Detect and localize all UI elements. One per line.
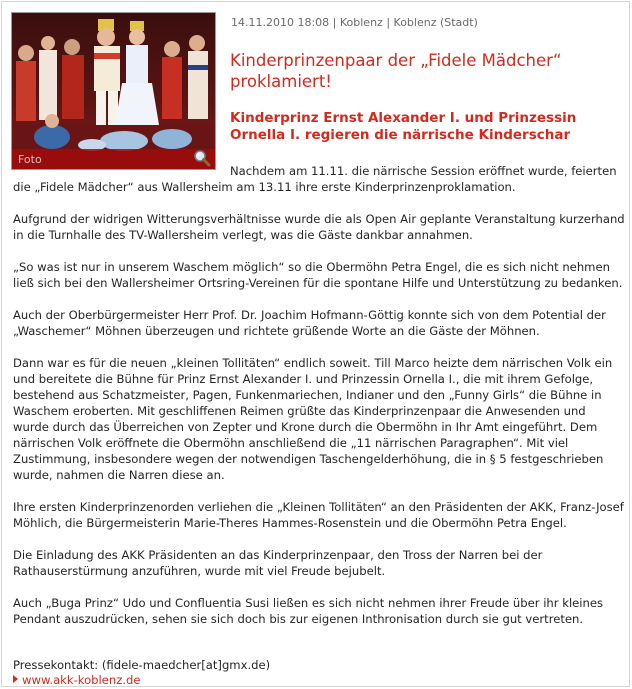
article-paragraph: Ihre ersten Kinderprinzenorden verliehen die „Kleinen Tollitäten“ an den Präsidenten der AKK, Franz-Josef Möhlich, die Bürgermeisterin Marie-Theres Hammes-Rosenstein und die Obermöhn Petra Engel. bbox=[13, 500, 624, 530]
article-body bbox=[13, 163, 625, 643]
article-container bbox=[1, 1, 630, 687]
arrow-right-icon bbox=[13, 675, 18, 683]
article-headline: Kinderprinzenpaar der „Fidele Mädcher“ proklamiert! bbox=[230, 51, 562, 91]
article-paragraph: „So was ist nur in unserem Waschem möglich“ so die Obermöhn Petra Engel, die es sich nicht nehmen ließ sich bei den Wallersheimer Ortsring-Vereinen für die spontane Hilfe und Unterstützung zu bedanken. bbox=[13, 260, 623, 290]
article-paragraph: Dann war es für die neuen „kleinen Tollitäten“ endlich soweit. Till Marco heizte dem närrischen Volk ein und bereitete die Bühne für Prinz Ernst Alexander I. und Prinzessin Ornella I., die mit ihrem Gefolge, bestehend aus Schatzmeister, Pagen, Funkenmariechen, Indianer und den „Funny Girls“ die Bühne in Waschem eroberten. Mit geschliffenen Reimen grüßte das Kinderprinzenpaar die Anwesenden und wurde durch das Überreichen von Zepter und Krone durch die Obermöhn in Ihr Amt eingeführt. Dem närrischen Volk eröffnete die Obermöhn anschließend die „11 närrischen Paragraphen“. Mit viel Zustimmung, insbesondere wegen der notwendigen Taschengelderhöhung, die in § 5 festgeschrieben wurde, nahmen die Narren diese an. bbox=[13, 356, 613, 482]
photo-caption: Foto bbox=[18, 153, 42, 166]
article-subheadline: Kinderprinz Ernst Alexander I. und Prinzessin Ornella I. regieren die närrische Kinderschar bbox=[230, 110, 577, 143]
article-paragraph: Die Einladung des AKK Präsidenten an das Kinderprinzenpaar, den Tross der Narren bei der Rathauserstürmung anzuführen, wurde mit viel Freude bejubelt. bbox=[13, 548, 543, 578]
website-link[interactable]: www.akk-koblenz.de bbox=[22, 673, 141, 687]
article-paragraph: Auch „Buga Prinz“ Udo und Confluentia Susi ließen es sich nicht nehmen ihrer Freude über ihr kleines Pendant auszudrücken, sehen sie sich doch bis zur eigenen Inthronisation durch sie gut vertreten. bbox=[13, 596, 604, 626]
photo-image bbox=[12, 13, 216, 170]
article-paragraph: Nachdem am 11.11. die närrische Session eröffnet wurde, feierten die „Fidele Mädcher“ aus Wallersheim am 13.11 ihre erste Kinderprinzenproklamation. bbox=[13, 164, 617, 194]
article-paragraph: Aufgrund der widrigen Witterungsverhältnisse wurde die als Open Air geplante Veranstaltung kurzerhand in die Turnhalle des TV-Wallersheim verlegt, was die Gäste dankbar annahmen. bbox=[13, 212, 625, 242]
press-contact: Pressekontakt: (fidele-maedcher[at]gmx.de) bbox=[13, 658, 271, 672]
article-meta: 14.11.2010 18:08 | Koblenz | Koblenz (Stadt) bbox=[231, 16, 478, 29]
article-photo[interactable] bbox=[11, 12, 216, 170]
article-paragraph: Auch der Oberbürgermeister Herr Prof. Dr. Joachim Hofmann-Göttig konnte sich von dem Potential der „Waschemer“ Möhnen überzeugen und richtete grüßende Worte an die Gäste der Möhnen. bbox=[13, 308, 606, 338]
website-link-row bbox=[13, 673, 141, 688]
